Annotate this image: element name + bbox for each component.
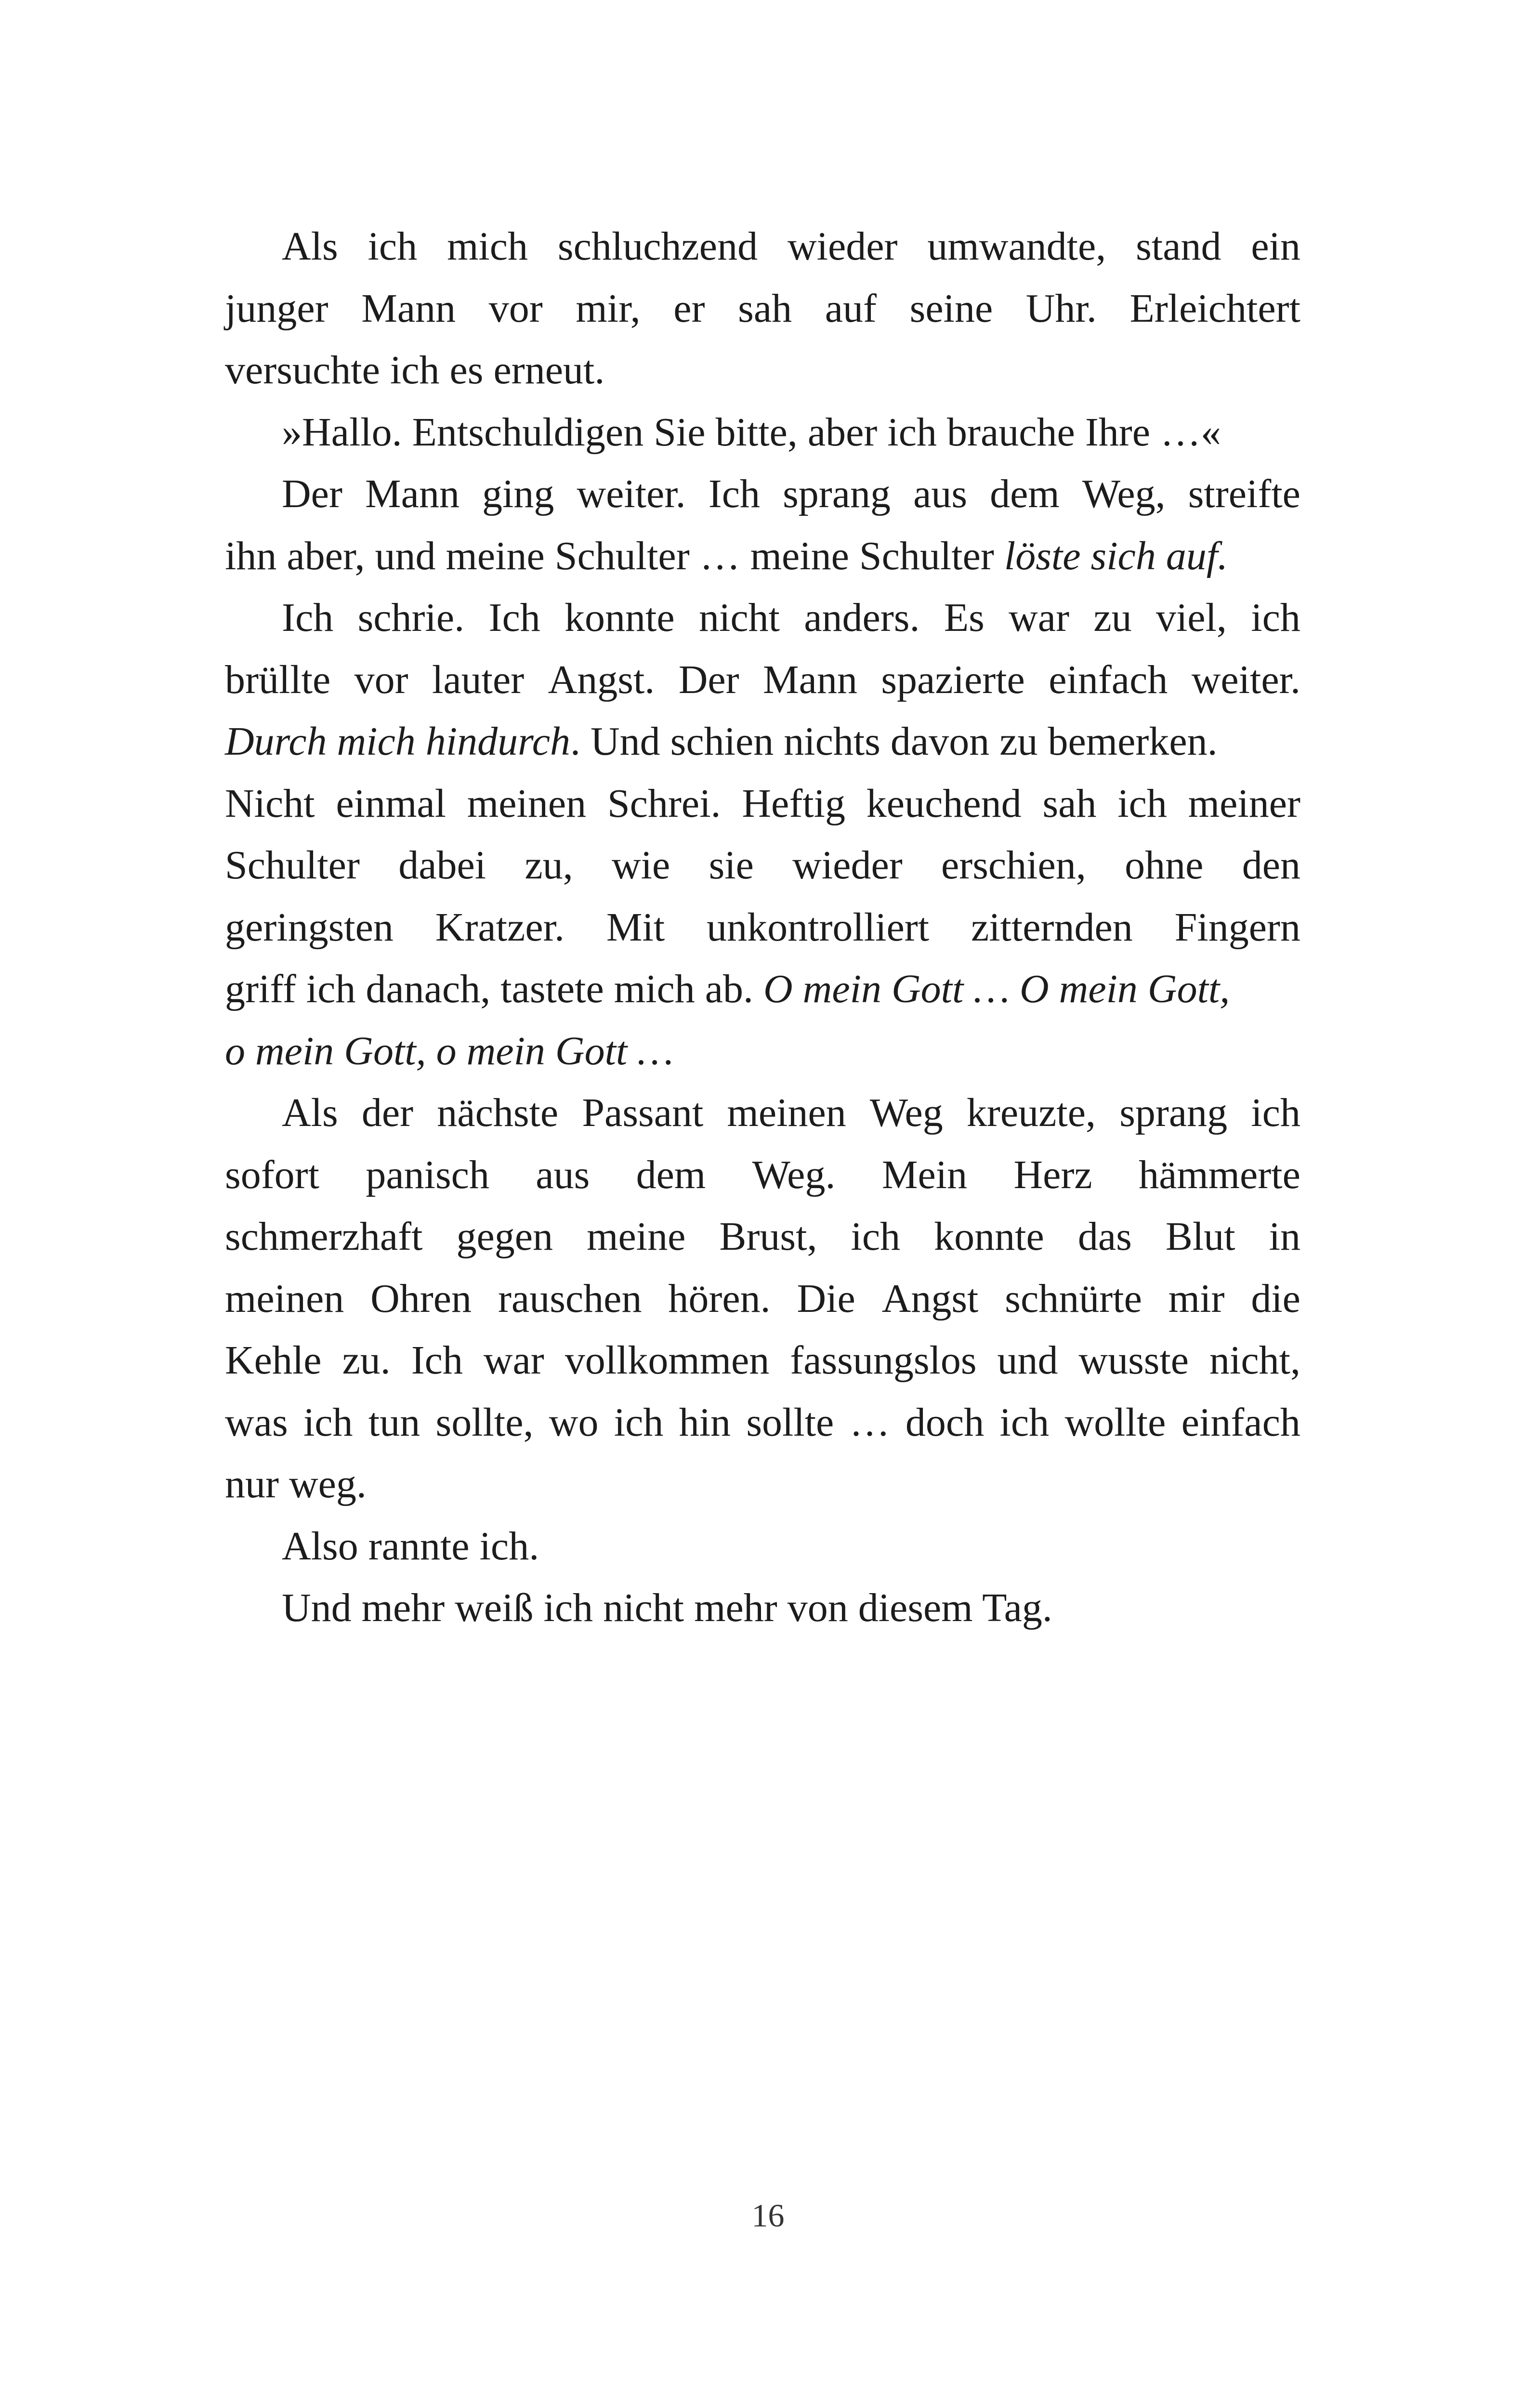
word: schnürte [1005,1276,1142,1321]
text-line [225,1453,1300,1516]
word: Kratzer. [435,904,565,950]
word: Weg, [1082,471,1166,516]
word: war [1009,595,1070,640]
text-line [225,525,1300,588]
word: nicht [698,595,780,640]
word: Ich [708,471,761,516]
word: ohne [1125,843,1204,888]
word: meiner [1188,781,1300,826]
word: weiter. [1191,657,1300,702]
word: Nicht [225,781,315,826]
word: ich [1251,1090,1300,1135]
body-text [225,216,1300,1639]
word: konnte [565,595,675,640]
word: hören. [668,1276,771,1321]
word: sollte, [435,1400,534,1445]
word: Schrei. [607,781,721,826]
word: Erleichtert [1129,286,1300,331]
text-line [225,1330,1300,1392]
word: Ich [488,595,540,640]
word: streifte [1188,471,1300,516]
word: Angst [881,1276,979,1321]
word: seine [909,286,993,331]
text-line [225,835,1300,897]
text-line [225,711,1300,773]
word: umwandte, [927,224,1106,269]
word: wo [549,1400,599,1445]
word: dem [990,471,1060,516]
text-line [225,278,1300,340]
word: rauschen [498,1276,642,1321]
text-line [225,216,1300,278]
word: meine [587,1214,686,1259]
text-line [225,958,1300,1021]
word: junger [225,286,328,331]
word: Herz [1013,1152,1092,1197]
word: Mit [606,904,665,950]
word: wieder [787,224,898,269]
word: lauter [432,657,525,702]
text-line [225,649,1300,711]
word: den [1242,843,1300,888]
word: Der [282,471,342,516]
word: brüllte [225,657,331,702]
word: hämmerte [1139,1152,1300,1197]
word: Blut [1165,1214,1235,1259]
word: sie [709,843,754,888]
word: wollte [1064,1400,1166,1445]
word: Schulter [225,843,360,888]
text-line [225,1268,1300,1330]
word: anders. [804,595,920,640]
word: Brust, [719,1214,817,1259]
word: der [361,1090,414,1135]
word: Heftig [742,781,845,826]
word: hin [679,1400,731,1445]
word: schrie. [357,595,465,640]
word: keuchend [866,781,1022,826]
italic-text: löste sich auf. [1004,533,1228,578]
word: Weg. [752,1152,836,1197]
word: weiter. [577,471,686,516]
word: Kehle [225,1338,322,1383]
italic-text: Durch mich hindurch [225,719,570,764]
line-text: Also rannte ich. [282,1523,539,1569]
word: Mein [881,1152,968,1197]
word: Es [944,595,985,640]
word: was [225,1400,288,1445]
word: schmerzhaft [225,1214,423,1259]
word: vollkommen [565,1338,770,1383]
word: aus [913,471,968,516]
word: nächste [437,1090,559,1135]
word: Als [282,224,338,269]
word: fassungslos [790,1338,977,1383]
word: Mann [762,657,857,702]
word: unkontrolliert [707,904,930,950]
word: mir [1168,1276,1225,1321]
text-line [225,587,1300,649]
word: das [1077,1214,1132,1259]
word: Weg [869,1090,943,1135]
word: ein [1251,224,1300,269]
word: ich [614,1400,664,1445]
word: mich [447,224,528,269]
word: geringsten [225,904,394,950]
text-line [225,463,1300,525]
word: … [849,1400,890,1445]
text-line [225,1021,1300,1083]
word: vor [488,286,543,331]
word: Fingern [1174,904,1300,950]
word: stand [1136,224,1221,269]
word: wusste [1078,1338,1189,1383]
word: sah [738,286,792,331]
word: ich [851,1214,901,1259]
word: ich [1251,595,1300,640]
line-text: versuchte ich es erneut. [225,348,605,393]
text-line [225,1206,1300,1268]
line-text: griff ich danach, tastete mich ab. [225,967,764,1011]
word: mir, [576,286,641,331]
word: vor [354,657,408,702]
line-text: ihn aber, und meine Schulter … meine Schulter [225,533,1004,578]
word: Mann [361,286,456,331]
word: sofort [225,1152,319,1197]
text-line [225,402,1300,464]
word: panisch [366,1152,489,1197]
word: Uhr. [1025,286,1097,331]
word: dabei [398,843,486,888]
word: tun [368,1400,420,1445]
word: Mann [365,471,459,516]
word: viel, [1155,595,1227,640]
word: auf [825,286,877,331]
word: zu [1093,595,1132,640]
word: meinen [225,1276,344,1321]
word: Ohren [370,1276,472,1321]
word: die [1251,1276,1300,1321]
word: Ich [282,595,334,640]
word: Der [678,657,739,702]
word: dem [636,1152,706,1197]
line-text: Und mehr weiß ich nicht mehr von diesem Tag. [282,1585,1052,1630]
text-line [225,1392,1300,1454]
word: meinen [467,781,587,826]
word: einfach [1049,657,1168,702]
word: Angst. [548,657,655,702]
word: sah [1042,781,1097,826]
text-line [225,1144,1300,1206]
word: meinen [727,1090,846,1135]
text-line [225,1577,1300,1639]
word: nicht, [1209,1338,1300,1383]
line-text: »Hallo. Entschuldigen Sie bitte, aber ich brauche Ihre …« [282,409,1221,455]
word: kreuzte, [966,1090,1096,1135]
text-line [225,1082,1300,1144]
word: einmal [336,781,446,826]
text-line [225,340,1300,402]
word: aus [536,1152,590,1197]
word: Die [797,1276,855,1321]
word: ich [999,1400,1050,1445]
word: Passant [582,1090,704,1135]
word: wieder [792,843,903,888]
word: erschien, [941,843,1086,888]
word: er [673,286,705,331]
word: wie [611,843,670,888]
word: war [483,1338,544,1383]
word: spazierte [881,657,1025,702]
word: Ich [411,1338,463,1383]
word: sollte [746,1400,834,1445]
page-number: 16 [751,2197,785,2234]
word: und [997,1338,1058,1383]
word: zu, [525,843,573,888]
text-line [225,897,1300,959]
word: zitternden [971,904,1133,950]
word: in [1269,1214,1300,1259]
word: ich [368,224,418,269]
word: doch [905,1400,985,1445]
text-line [225,1516,1300,1578]
word: zu. [342,1338,391,1383]
word: ich [303,1400,353,1445]
word: ich [1117,781,1167,826]
word: schluchzend [557,224,758,269]
line-text: nur weg. [225,1462,367,1506]
italic-text: O mein Gott … O mein Gott, [763,967,1230,1011]
line-text: . Und schien nichts davon zu bemerken. [570,719,1218,764]
word: einfach [1181,1400,1300,1445]
word: sprang [783,471,891,516]
word: gegen [456,1214,553,1259]
italic-text: o mein Gott, o mein Gott … [225,1028,673,1073]
word: sprang [1119,1090,1228,1135]
word: konnte [934,1214,1044,1259]
word: ging [482,471,554,516]
text-line [225,773,1300,835]
word: Als [282,1090,338,1135]
